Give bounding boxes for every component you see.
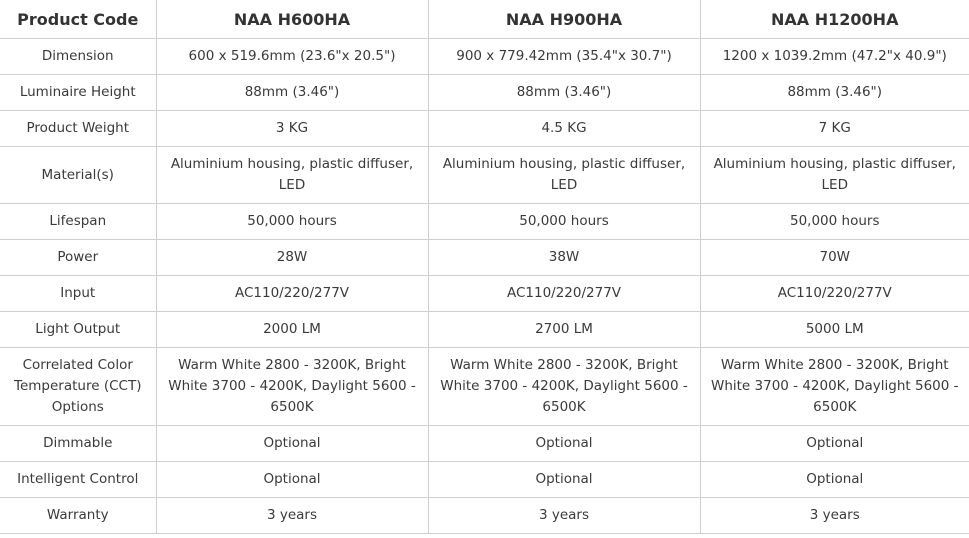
table-cell: 3 years	[700, 498, 969, 534]
table-cell: Aluminium housing, plastic diffuser, LED	[156, 147, 428, 204]
table-cell: 3 KG	[156, 111, 428, 147]
table-cell: 70W	[700, 240, 969, 276]
table-cell: Optional	[156, 462, 428, 498]
table-cell: 50,000 hours	[700, 204, 969, 240]
row-label: Dimension	[0, 39, 156, 75]
header-product-code: Product Code	[0, 0, 156, 39]
row-label: Input	[0, 276, 156, 312]
table-cell: 5000 LM	[700, 312, 969, 348]
table-cell: AC110/220/277V	[156, 276, 428, 312]
row-label: Material(s)	[0, 147, 156, 204]
table-cell: 88mm (3.46")	[700, 75, 969, 111]
table-row	[0, 204, 969, 240]
table-cell: 900 x 779.42mm (35.4"x 30.7")	[428, 39, 700, 75]
table-row	[0, 75, 969, 111]
header-model-h900ha: NAA H900HA	[428, 0, 700, 39]
header-row	[0, 0, 969, 39]
row-label: Dimmable	[0, 426, 156, 462]
table-cell: Warm White 2800 - 3200K, Bright White 3700 - 4200K, Daylight 5600 - 6500K	[700, 348, 969, 426]
table-cell: 1200 x 1039.2mm (47.2"x 40.9")	[700, 39, 969, 75]
table-row	[0, 111, 969, 147]
table-row	[0, 312, 969, 348]
table-cell: Optional	[700, 426, 969, 462]
table-cell: AC110/220/277V	[428, 276, 700, 312]
header-model-h1200ha: NAA H1200HA	[700, 0, 969, 39]
row-label: Luminaire Height	[0, 75, 156, 111]
table-cell: Warm White 2800 - 3200K, Bright White 3700 - 4200K, Daylight 5600 - 6500K	[428, 348, 700, 426]
table-cell: Optional	[428, 462, 700, 498]
table-row	[0, 276, 969, 312]
table-cell: 3 years	[156, 498, 428, 534]
row-label: Correlated Color Temperature (CCT) Options	[0, 348, 156, 426]
table-cell: 88mm (3.46")	[156, 75, 428, 111]
table-cell: 2700 LM	[428, 312, 700, 348]
row-label: Warranty	[0, 498, 156, 534]
table-cell: Optional	[428, 426, 700, 462]
table-cell: 7 KG	[700, 111, 969, 147]
table-cell: 88mm (3.46")	[428, 75, 700, 111]
table-row	[0, 498, 969, 534]
table-cell: 50,000 hours	[156, 204, 428, 240]
row-label: Lifespan	[0, 204, 156, 240]
table-cell: Aluminium housing, plastic diffuser, LED	[428, 147, 700, 204]
table-cell: 38W	[428, 240, 700, 276]
table-row	[0, 147, 969, 204]
table-cell: Optional	[156, 426, 428, 462]
table-cell: 2000 LM	[156, 312, 428, 348]
table-cell: 600 x 519.6mm (23.6"x 20.5")	[156, 39, 428, 75]
row-label: Intelligent Control	[0, 462, 156, 498]
table-row	[0, 348, 969, 426]
table-row	[0, 240, 969, 276]
table-cell: 50,000 hours	[428, 204, 700, 240]
header-model-h600ha: NAA H600HA	[156, 0, 428, 39]
table-cell: Optional	[700, 462, 969, 498]
table-row	[0, 462, 969, 498]
table-row	[0, 426, 969, 462]
table-cell: 28W	[156, 240, 428, 276]
table-cell: 3 years	[428, 498, 700, 534]
row-label: Power	[0, 240, 156, 276]
table-cell: 4.5 KG	[428, 111, 700, 147]
table-cell: Aluminium housing, plastic diffuser, LED	[700, 147, 969, 204]
row-label: Light Output	[0, 312, 156, 348]
table-row	[0, 39, 969, 75]
table-cell: AC110/220/277V	[700, 276, 969, 312]
table-cell: Warm White 2800 - 3200K, Bright White 3700 - 4200K, Daylight 5600 - 6500K	[156, 348, 428, 426]
row-label: Product Weight	[0, 111, 156, 147]
